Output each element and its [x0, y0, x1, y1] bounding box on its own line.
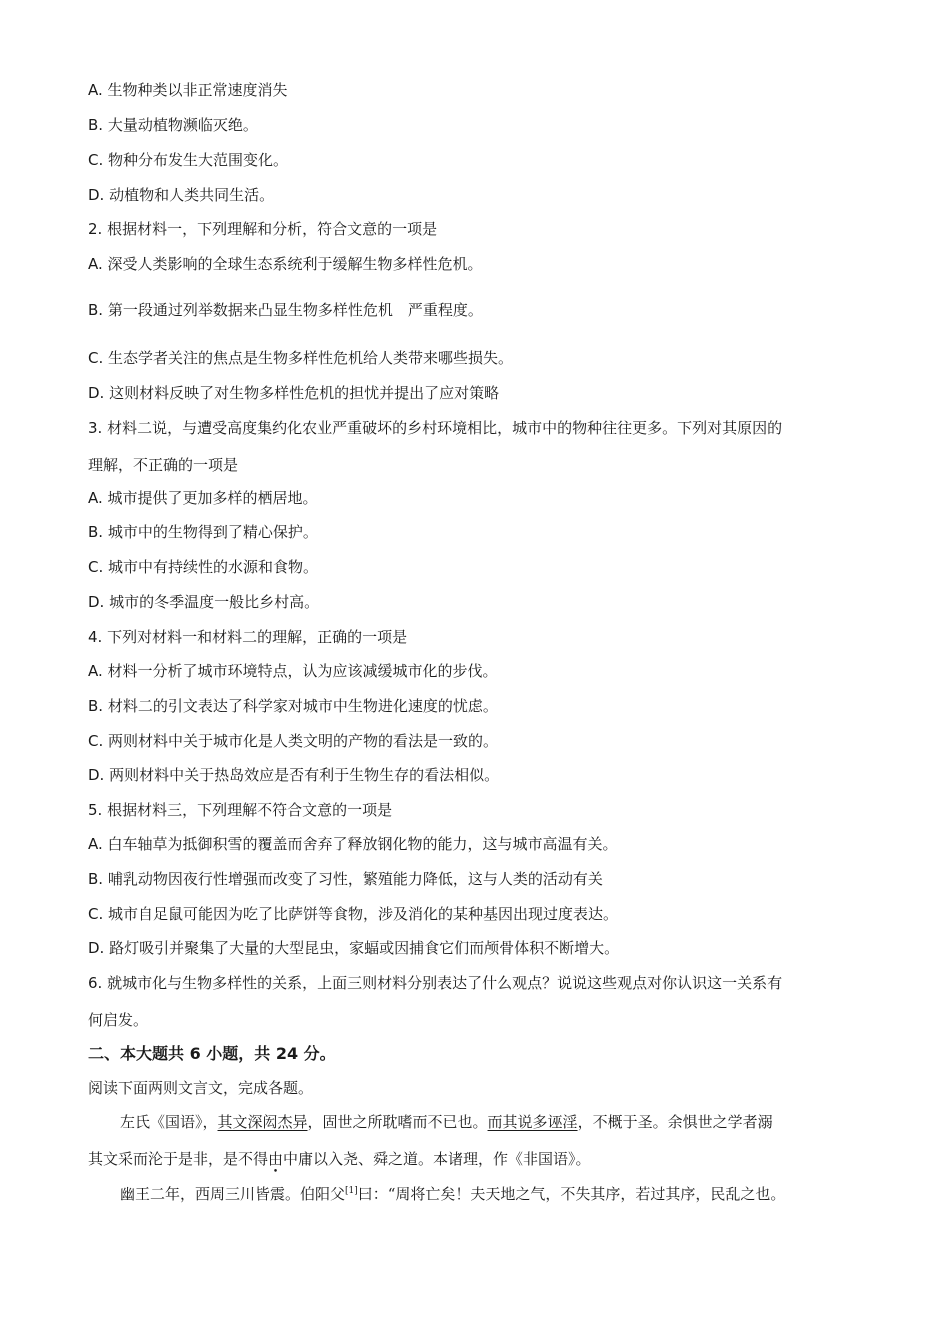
q6-stem-line2: 何启发。	[88, 1011, 149, 1029]
passage-line-2	[88, 1149, 591, 1169]
q3-option-a: A. 城市提供了更加多样的栖居地。	[88, 489, 318, 507]
q4-option-d: D. 两则材料中关于热岛效应是否有利于生物生存的看法相似。	[88, 766, 500, 784]
passage-line-3	[120, 1184, 785, 1204]
q5-option-c: C. 城市自足鼠可能因为吃了比萨饼等食物，涉及消化的某种基因出现过度表达。	[88, 905, 619, 923]
underlined-phrase-2: 而其说多诬淫	[487, 1113, 578, 1131]
q4-stem: 4. 下列对材料一和材料二的理解，正确的一项是	[88, 628, 408, 646]
q3-option-d: D. 城市的冬季温度一般比乡村高。	[88, 593, 320, 611]
passage-text: 其文采而沦于是非，是不得	[88, 1150, 269, 1168]
section-2-instruction: 阅读下面两则文言文，完成各题。	[88, 1079, 314, 1097]
underlined-phrase-1: 其文深闳杰异	[217, 1113, 308, 1131]
q1-option-b: B. 大量动植物濒临灭绝。	[88, 116, 258, 134]
dotted-character: 由	[268, 1150, 284, 1168]
passage-text: 左氏《国语》，	[120, 1113, 218, 1131]
q2-stem: 2. 根据材料一，下列理解和分析，符合文意的一项是	[88, 220, 438, 238]
q3-option-b: B. 城市中的生物得到了精心保护。	[88, 523, 318, 541]
q6-stem-line1: 6. 就城市化与生物多样性的关系，上面三则材料分别表达了什么观点？说说这些观点对你认识这一关系有	[88, 974, 783, 992]
q5-option-a: A. 白车轴草为抵御积雪的覆盖而舍弃了释放钢化物的能力，这与城市高温有关。	[88, 835, 618, 853]
passage-text: 幽王二年，西周三川皆震。伯阳父	[120, 1185, 346, 1203]
q1-option-a: A. 生物种类以非正常速度消失	[88, 81, 288, 99]
q4-option-c: C. 两则材料中关于城市化是人类文明的产物的看法是一致的。	[88, 732, 499, 750]
passage-text: ，不概于圣。余惧世之学者溺	[577, 1113, 773, 1131]
q2-option-a: A. 深受人类影响的全球生态系统利于缓解生物多样性危机。	[88, 255, 483, 273]
q1-option-c: C. 物种分布发生大范围变化。	[88, 151, 289, 169]
passage-text: 中庸以入尧、舜之道。本诸理，作《非国语》。	[283, 1150, 591, 1168]
q1-option-d: D. 动植物和人类共同生活。	[88, 186, 275, 204]
q3-stem-line2: 理解，不正确的一项是	[88, 456, 239, 474]
q4-option-b: B. 材料二的引文表达了科学家对城市中生物进化速度的忧虑。	[88, 697, 498, 715]
q3-stem-line1: 3. 材料二说，与遭受高度集约化农业严重破坏的乡村环境相比，城市中的物种往往更多。下列对其原因的	[88, 419, 783, 437]
q5-option-d: D. 路灯吸引并聚集了大量的大型昆虫，家蝠或因捕食它们而颅骨体积不断增大。	[88, 939, 620, 957]
q2-option-d: D. 这则材料反映了对生物多样性危机的担忧并提出了应对策略	[88, 384, 500, 402]
q2-option-b: B. 第一段通过列举数据来凸显生物多样性危机 严重程度。	[88, 301, 483, 319]
footnote-marker: [1]	[345, 1186, 358, 1196]
passage-line-1	[120, 1112, 773, 1132]
q4-option-a: A. 材料一分析了城市环境特点，认为应该减缓城市化的步伐。	[88, 662, 498, 680]
q3-option-c: C. 城市中有持续性的水源和食物。	[88, 558, 319, 576]
q5-stem: 5. 根据材料三，下列理解不符合文意的一项是	[88, 801, 393, 819]
section-2-heading: 二、本大题共 6 小题，共 24 分。	[88, 1044, 336, 1063]
passage-text: ，固世之所耽嗜而不已也。	[307, 1113, 488, 1131]
q2-option-c: C. 生态学者关注的焦点是生物多样性危机给人类带来哪些损失。	[88, 349, 514, 367]
passage-text: 曰：“周将亡矣！夫天地之气，不失其序，若过其序，民乱之也。	[357, 1185, 786, 1203]
q5-option-b: B. 哺乳动物因夜行性增强而改变了习性，繁殖能力降低，这与人类的活动有关	[88, 870, 603, 888]
